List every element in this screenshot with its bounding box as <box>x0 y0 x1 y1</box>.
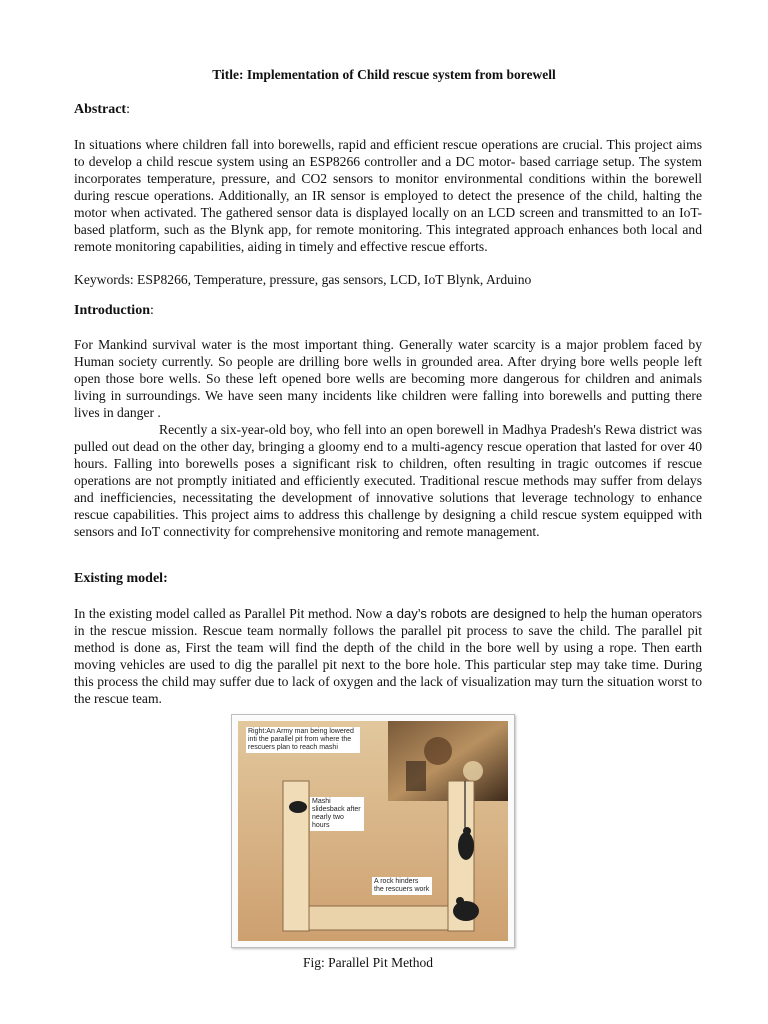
abstract-heading-text: Abstract <box>74 102 127 117</box>
introduction-heading-colon: : <box>149 303 154 318</box>
abstract-keywords: Keywords: ESP8266, Temperature, pressure, gas sensors, LCD, IoT Blynk, Arduino <box>74 272 532 287</box>
abstract-heading <box>74 102 130 118</box>
introduction-paragraph-1: For Mankind survival water is the most important thing. Generally water scarcity is a major problem faced by Human society currently. So people are drilling bore wells in grounded area. After drying bore wells people left open those bore wells. So these left opened bore wells are becoming more dangerous for children and animals living in surroundings. We have seen many incidents like children were falling into borewells and putting there lives in danger . <box>74 337 702 420</box>
photo-detail-1 <box>424 737 452 765</box>
child-figure <box>458 832 474 860</box>
abstract-body: In situations where children fall into borewells, rapid and efficient rescue operations are crucial. This project aims to develop a child rescue system using an ESP8266 controller and a DC motor- based carriage setup. The system incorporates temperature, pressure, and CO2 sensors to monitor environmental conditions within the borewell during rescue operations. Additionally, an IR sensor is employed to detect the presence of the child, halting the motor when activated. The gathered sensor data is displayed locally on an LCD screen and transmitted to an IoT-based platform, such as the Blynk app, for remote monitoring. This integrated approach enhances both local and remote monitoring capabilities, aiding in timely and effective rescue efforts. <box>74 137 702 254</box>
figure-label-top: Right:An Army man being lowered inti the parallel pit from where the rescuers plan to reach mashi <box>246 727 360 753</box>
existing-model-text-end: to help the human operators in the rescue mission. Rescue team normally follows the parallel pit process to save the child. The parallel pit method is done as, First the team will find the depth of the child in the bore well by using a rope. Then earth moving vehicles are used to dig the parallel pit next to the bore hole. This particular step may take time. During this process the child may suffer due to lack of oxygen and the lack of visualization may turn the situation worst to the rescue team. <box>74 606 703 706</box>
rescuer-figure-bottom <box>453 901 479 921</box>
child-head <box>463 827 471 835</box>
connecting-tunnel <box>309 906 448 930</box>
existing-model-text-highlight: a day’s robots are designed <box>385 606 546 621</box>
figure-label-bottom: A rock hinders the rescuers work <box>372 877 432 895</box>
introduction-heading-text: Introduction <box>74 303 150 318</box>
paper-title: Title: Implementation of Child rescue system from borewell <box>212 67 556 82</box>
parallel-pit-figure <box>231 714 515 948</box>
existing-model-text-start: In the existing model called as Parallel Pit method. Now <box>74 606 386 621</box>
photo-detail-2 <box>463 761 483 781</box>
rescuer-head <box>456 897 464 905</box>
introduction-paragraph-2-text: Recently a six-year-old boy, who fell into an open borewell in Madhya Pradesh's Rewa district was pulled out dead on the other day, bringing a gloomy end to a multi-agency rescue operation that lasted for over 40 hours. Falling into borewells poses a significant risk to children, often resulting in tragic outcomes if rescue operations are not promptly initiated and efficiently executed. Traditional rescue methods may suffer from delays and inefficiencies, necessitating the development of innovative solutions that leverage technology to enhance rescue capabilities. This project aims to address this challenge by designing a child rescue system equipped with sensors and IoT connectivity for comprehensive monitoring and remote management. <box>74 422 702 539</box>
existing-model-heading: Existing model: <box>74 571 168 586</box>
introduction-heading <box>74 303 154 319</box>
introduction-paragraph-2 <box>74 421 702 540</box>
figure-caption: Fig: Parallel Pit Method <box>302 955 434 970</box>
existing-model-paragraph <box>74 605 702 707</box>
parallel-pit-diagram <box>238 721 508 941</box>
photo-detail-3 <box>406 761 426 791</box>
parallel-pit-illustration <box>238 721 508 941</box>
figure-label-middle: Mashi slidesback after nearly two hours <box>310 797 364 831</box>
abstract-heading-colon: : <box>126 102 130 117</box>
rescuer-figure-top <box>289 801 307 813</box>
